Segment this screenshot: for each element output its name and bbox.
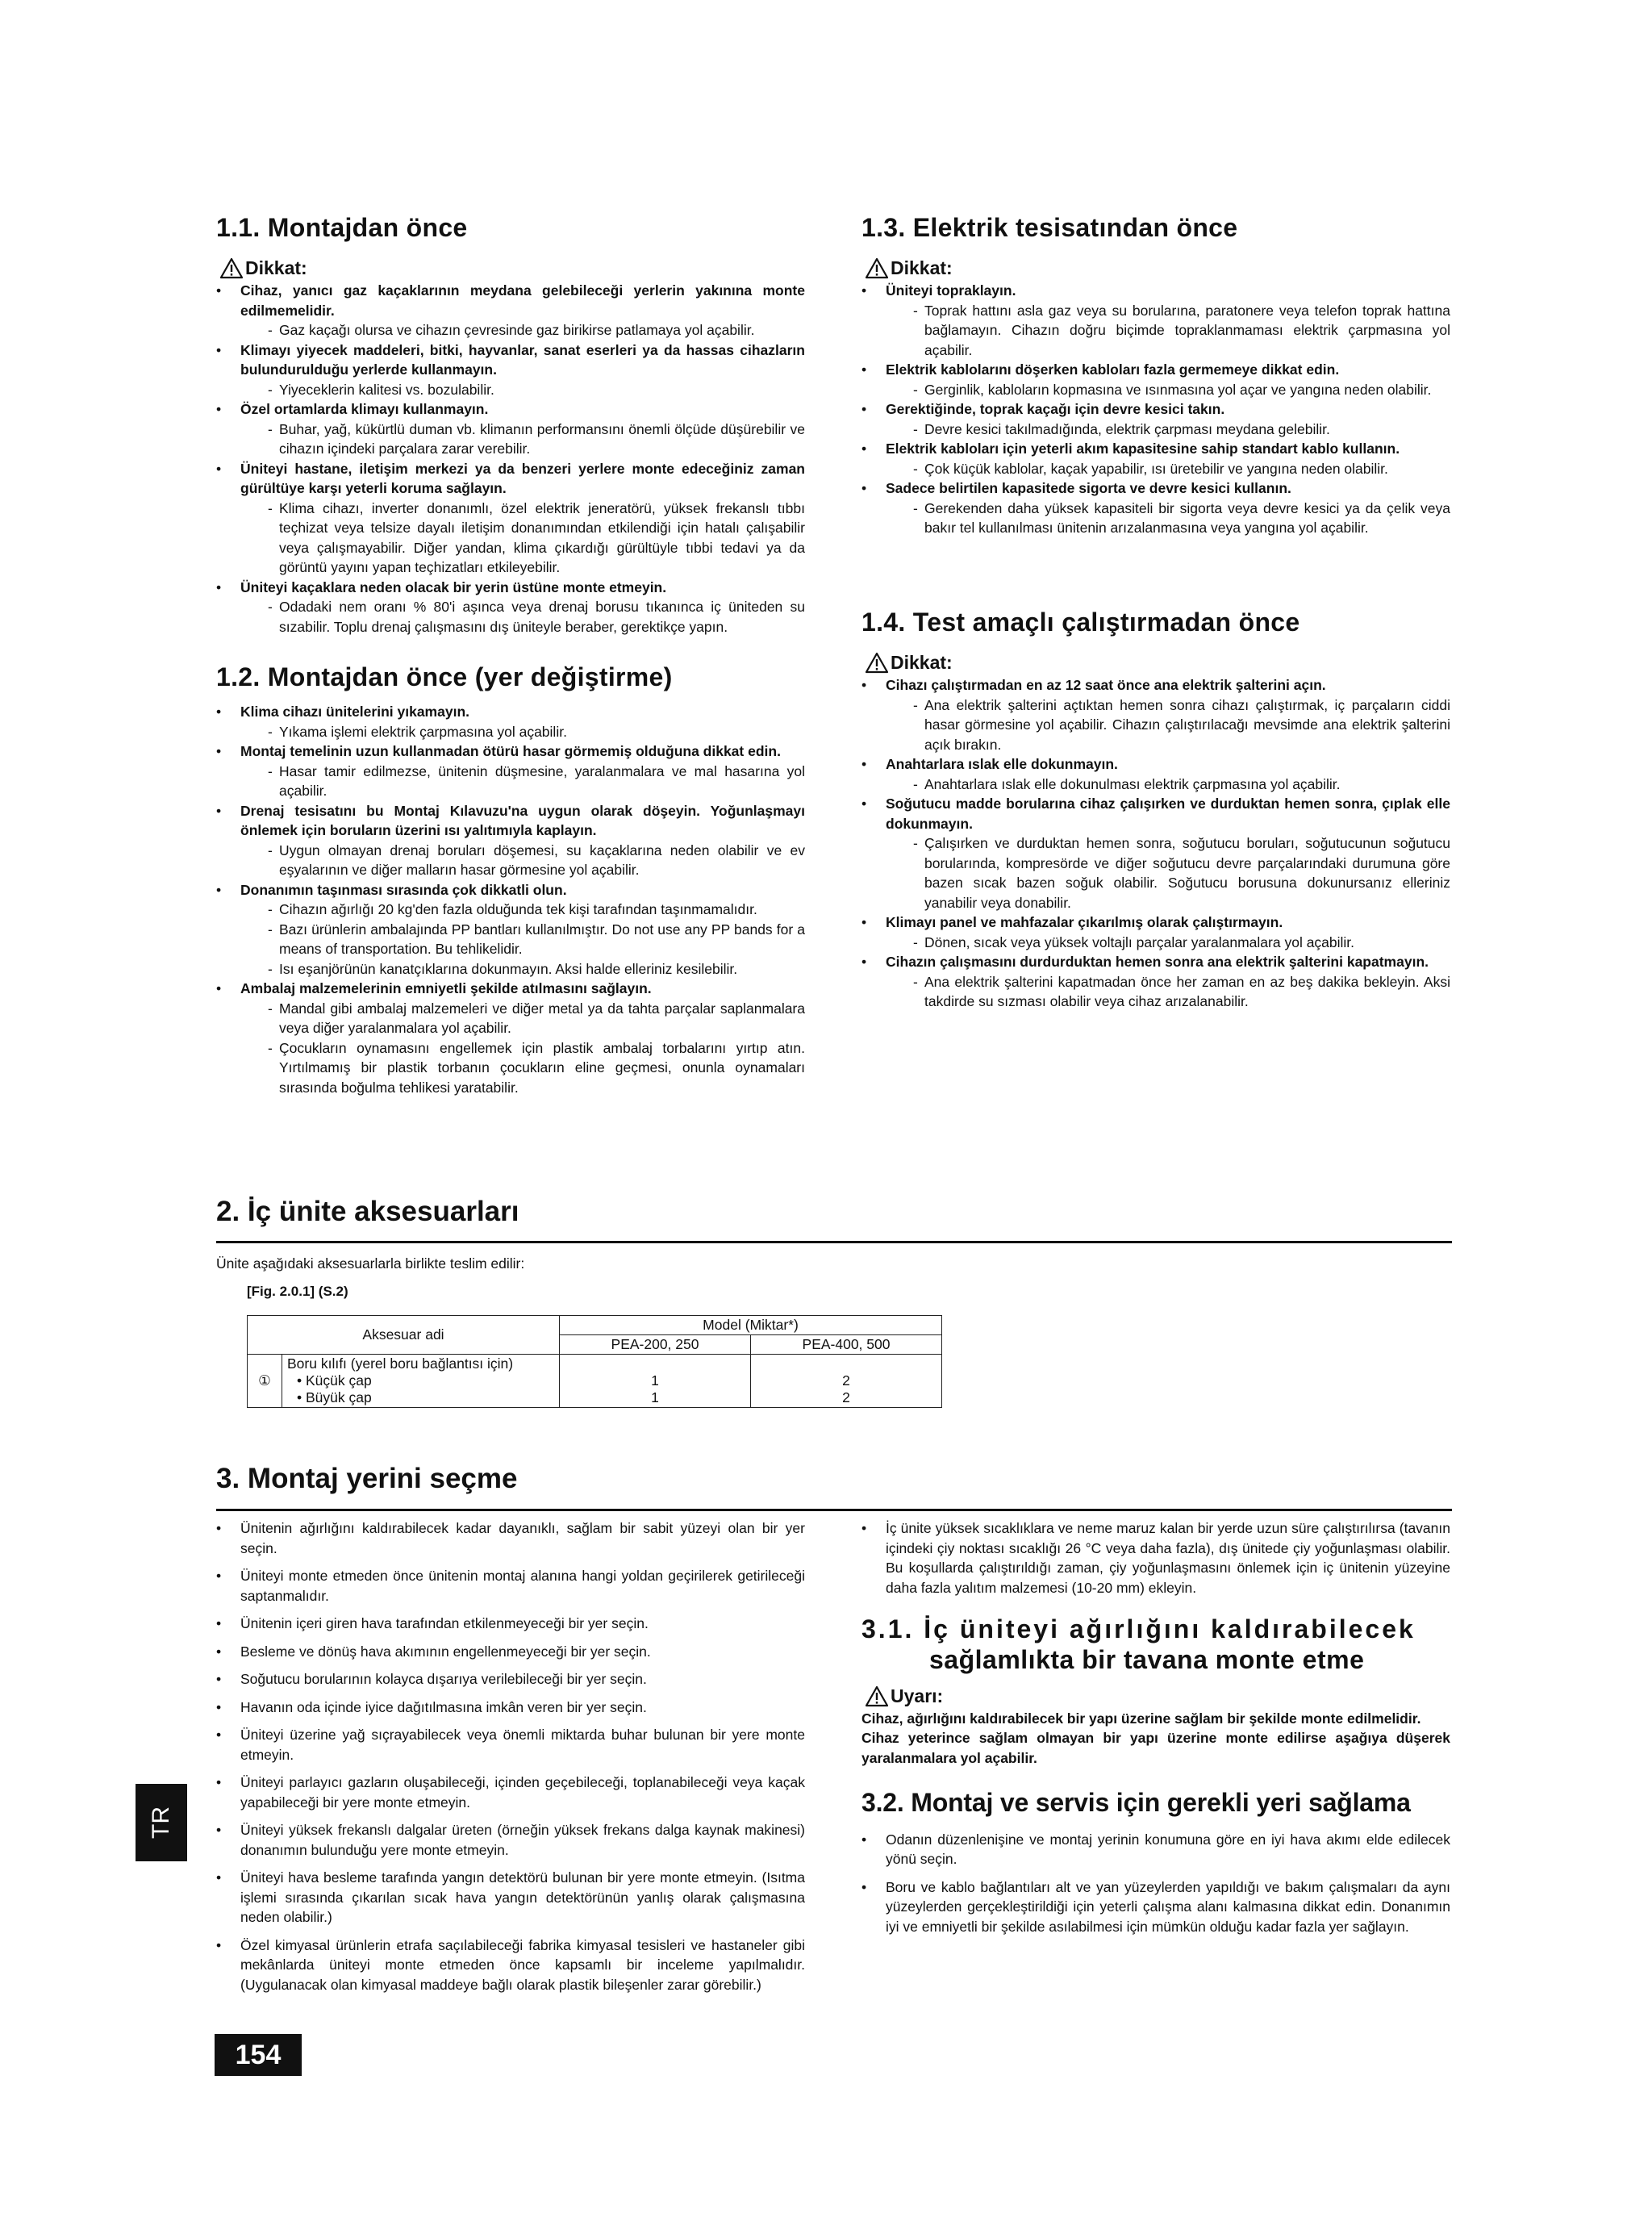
- qty-a1: 1: [651, 1372, 659, 1389]
- item-note: - Devre kesici takılmadığında, elektrik çarpması meydana gelebilir.: [886, 420, 1450, 440]
- item-text: • Ambalaj malzemelerinin emniyetli şekilde atılmasını sağlayın.: [240, 980, 652, 997]
- item-text: • Donanımın taşınması sırasında çok dikkatli olun.: [240, 881, 567, 898]
- list-item: • Üniteyi monte etmeden önce ünitenin montaj alanına hangi yoldan geçirilerek getirileceği saptanmalıdır.: [216, 1566, 805, 1606]
- list-item: [216, 399, 805, 459]
- item-note: - Ana elektrik şalterini açtıktan hemen sonra cihazı çalıştırmak, iç parçaların ciddi hasar görmesine yol açabilir. Cihazın çalıştırılacağı mevsimde ana elektrik şalterini açık bırakın.: [886, 695, 1450, 755]
- warning-text: Cihaz yeterince sağlam olmayan bir yapı üzerine monte edilirse aşağıya düşerek yaralanmalara yol açabilir.: [861, 1730, 1450, 1766]
- list-item: [861, 399, 1450, 439]
- section-1-1: [216, 212, 805, 637]
- item-note: - Buhar, yağ, kükürtlü duman vb. klimanın performansını önemli ölçüde düşürebilir ve cihazın içindeki parçalara zarar verebilir.: [240, 420, 805, 459]
- figure-reference: [Fig. 2.0.1] (S.2): [247, 1284, 348, 1299]
- list-item: [216, 340, 805, 400]
- item-note: - Ana elektrik şalterini kapatmadan önce her zaman en az beş dakika bekleyin. Aksi takdirde su sızması olabilir veya cihaz arızalanabilir.: [886, 972, 1450, 1012]
- item-note: - Uygun olmayan drenaj boruları döşemesi, su kaçaklarına neden olabilir ve ev eşyalarının ve diğer malların hasar görmesine yol açabilir.: [240, 841, 805, 880]
- section-title-line1: 3.1. İç üniteyi ağırlığını kaldırabilecek: [861, 1614, 1416, 1643]
- item-note: - Cihazın ağırlığı 20 kg'den fazla olduğunda tek kişi tarafından taşınmamalıdır.: [240, 900, 805, 920]
- list-item: • Boru ve kablo bağlantıları alt ve yan yüzeylerden yapıldığı ve bakım çalışmaları da aynı yüzeylerden gerçekleştirildiği için yeterli çalışma alanı kalmasına dikkat edin. Donanımın iyi ve emniyetli bir şekilde asılabilmesi için mümkün olduğu kadar fazla yer sağlayın.: [861, 1877, 1450, 1937]
- caution-label: Dikkat:: [891, 257, 953, 279]
- service-space-list: [861, 1830, 1450, 1937]
- item-note: - Hasar tamir edilmezse, ünitenin düşmesine, yaralanmalara ve mal hasarına yol açabilir.: [240, 762, 805, 801]
- col-header-accessory: Aksesuar adi: [248, 1316, 560, 1355]
- list-item: • Üniteyi yüksek frekanslı dalgalar üreten (örneğin yüksek frekans dalga kaynak makinesi) donanımın bulunduğu yere monte etmeyin.: [216, 1820, 805, 1860]
- caution-list: [216, 702, 805, 1097]
- list-item: [861, 952, 1450, 1012]
- section-2-title: 2. İç ünite aksesuarları: [216, 1196, 519, 1227]
- item-text: • Cihaz, yanıcı gaz kaçaklarının meydana gelebileceği yerlerin yakınına monte edilmemelidir.: [240, 282, 805, 319]
- model-b-values: [751, 1355, 942, 1408]
- list-item: [861, 675, 1450, 754]
- item-text: • Anahtarlara ıslak elle dokunmayın.: [886, 756, 1118, 773]
- item-note: - Gerekenden daha yüksek kapasiteli bir sigorta veya devre kesici ya da çelik veya bakır tel kullanılması ünitenin arızalanmasına veya yangına yol açabilir.: [886, 499, 1450, 538]
- col-header-model: Model (Miktar*): [560, 1316, 942, 1335]
- list-item: [216, 281, 805, 340]
- item-text: • Özel ortamlarda klimayı kullanmayın.: [240, 401, 489, 418]
- section-1-2: [216, 662, 805, 1097]
- page-number: 154: [215, 2034, 302, 2076]
- section-3-2: [861, 1787, 1450, 1936]
- list-item: [861, 754, 1450, 794]
- item-text: • Drenaj tesisatını bu Montaj Kılavuzu'na uygun olarak döşeyin. Yoğunlaşmayı önlemek için boruların üzerini ısı yalıtımıyla kaplayın.: [240, 802, 805, 839]
- section-3-1: [861, 1614, 1450, 1768]
- item-note: - Mandal gibi ambalaj malzemeleri ve diğer metal ya da tahta parçalar saplanmalara veya diğer yaralanmalara yol açabilir.: [240, 999, 805, 1038]
- list-item: [861, 281, 1450, 360]
- section-title: 1.2. Montajdan önce (yer değiştirme): [216, 662, 673, 691]
- section-title: 1.1. Montajdan önce: [216, 213, 468, 242]
- item-text: • Klima cihazı ünitelerini yıkamayın.: [240, 704, 469, 720]
- list-item: [861, 439, 1450, 478]
- list-item: • Üniteyi üzerine yağ sıçrayabilecek veya önemli miktarda buhar bulunan bir yere monte etmeyin.: [216, 1725, 805, 1765]
- row-sub-small: • Küçük çap: [297, 1372, 372, 1389]
- item-text: • Elektrik kablolarını döşerken kabloları fazla germemeye dikkat edin.: [886, 361, 1340, 378]
- warning-triangle-icon: [865, 257, 889, 279]
- section-2-intro: Ünite aşağıdaki aksesuarlarla birlikte teslim edilir:: [216, 1255, 525, 1272]
- site-selection-list: [861, 1518, 1450, 1597]
- list-item: • Besleme ve dönüş hava akımının engellenmeyeceği bir yer seçin.: [216, 1642, 805, 1662]
- section-title: [861, 1614, 1450, 1676]
- section-1-3: [861, 212, 1450, 538]
- caution-list: [861, 281, 1450, 538]
- item-note: - Yiyeceklerin kalitesi vs. bozulabilir.: [240, 380, 805, 400]
- accessory-table: [247, 1315, 942, 1408]
- item-note: - Isı eşanjörünün kanatçıklarına dokunmayın. Aksi halde elleriniz kesilebilir.: [240, 959, 805, 979]
- list-item: [861, 478, 1450, 538]
- item-text: • Klimayı yiyecek maddeleri, bitki, hayvanlar, sanat eserleri ya da hassas cihazların bulundurulduğu yerlerde kullanmayın.: [240, 341, 805, 378]
- caution-list: [216, 281, 805, 637]
- list-item: • Havanın oda içinde iyice dağıtılmasına imkân veren bir yer seçin.: [216, 1698, 805, 1718]
- col-header-model-b: PEA-400, 500: [751, 1335, 942, 1355]
- list-item: [861, 913, 1450, 952]
- item-note: - Klima cihazı, inverter donanımlı, özel elektrik jeneratörü, yüksek frekanslı tıbbı teçhizat veya telsize dayalı iletişim donanımından etkilendiği için hatalı çalışabilir veya çalışmayabilir. Diğer yandan, klima çıkardığı gürültüyle tıbbi tedavi ya da görüntü yayını yapan teçhizatları etkileyebilir.: [240, 499, 805, 578]
- item-text: • Klimayı panel ve mahfazalar çıkarılmış olarak çalıştırmayın.: [886, 914, 1283, 931]
- warning-text: Cihaz, ağırlığını kaldırabilecek bir yapı üzerine sağlam bir şekilde monte edilmelidir.: [861, 1710, 1421, 1727]
- caution-heading: [865, 652, 1450, 674]
- col-header-model-a: PEA-200, 250: [560, 1335, 751, 1355]
- qty-a2: 1: [651, 1389, 659, 1405]
- list-item: [861, 360, 1450, 399]
- item-text: • Sadece belirtilen kapasitede sigorta ve devre kesici kullanın.: [886, 480, 1291, 497]
- warning-triangle-icon: [865, 652, 889, 674]
- site-selection-list: [216, 1518, 805, 1994]
- row-name: [282, 1355, 560, 1408]
- caution-heading: [865, 257, 1450, 279]
- item-note: - Dönen, sıcak veya yüksek voltajlı parçalar yaralanmalara yol açabilir.: [886, 933, 1450, 953]
- item-note: - Toprak hattını asla gaz veya su borularına, paratonere veya telefon toprak hattına bağlamayın. Cihazın doğru biçimde topraklanmaması elektrik çarpmasına yol açabilir.: [886, 301, 1450, 361]
- model-a-values: [560, 1355, 751, 1408]
- item-note: - Anahtarlara ıslak elle dokunulması elektrik çarpmasına yol açabilir.: [886, 775, 1450, 795]
- warning-heading: [865, 1685, 1450, 1707]
- item-text: • Üniteyi kaçaklara neden olacak bir yerin üstüne monte etmeyin.: [240, 578, 667, 595]
- section-divider: [216, 1509, 1452, 1511]
- item-text: • Cihazın çalışmasını durdurduktan hemen sonra ana elektrik şalterini kapatmayın.: [886, 954, 1429, 971]
- warning-triangle-icon: [865, 1685, 889, 1707]
- section-divider: [216, 1241, 1452, 1243]
- section-title-line2: sağlamlıkta bir tavana monte etme: [929, 1645, 1365, 1675]
- section-3-title: 3. Montaj yerini seçme: [216, 1463, 518, 1494]
- warning-triangle-icon: [219, 257, 244, 279]
- caution-heading: [219, 257, 805, 279]
- item-note: - Gaz kaçağı olursa ve cihazın çevresinde gaz birikirse patlamaya yol açabilir.: [240, 320, 805, 340]
- list-item: • Üniteyi parlayıcı gazların oluşabileceği, içinden geçebileceği, toplanabileceği veya kaçak yapabileceği bir yere monte etmeyin.: [216, 1773, 805, 1812]
- section-title: 3.2. Montaj ve servis için gerekli yeri sağlama: [861, 1788, 1411, 1818]
- item-text: • Soğutucu madde borularına cihaz çalışırken ve durduktan hemen sonra, çıplak elle dokunmayın.: [886, 796, 1450, 832]
- item-note: - Çok küçük kablolar, kaçak yapabilir, ısı üretebilir ve yangına neden olabilir.: [886, 459, 1450, 479]
- warning-label: Uyarı:: [891, 1685, 944, 1706]
- list-item: • İç ünite yüksek sıcaklıklara ve neme maruz kalan bir yerde uzun süre çalıştırılırsa (tavanın içindeki çiy noktası sıcaklığı 26 °C veya daha fazla), dış ünitede çiy yoğunlaşması olabilir. Bu koşullarda çalıştırıldığı zaman, çiy yoğunlaşmasını önlemek için iç ünitenin yüzeyine daha fazla yalıtım malzemesi (10-20 mm) ekleyin.: [861, 1518, 1450, 1597]
- list-item: • Ünitenin içeri giren hava tarafından etkilenmeyeceği bir yer seçin.: [216, 1614, 805, 1634]
- list-item: [216, 801, 805, 880]
- list-item: [216, 459, 805, 578]
- list-item: [216, 578, 805, 637]
- item-text: • Montaj temelinin uzun kullanmadan ötürü hasar görmemiş olduğuna dikkat edin.: [240, 743, 781, 760]
- caution-label: Dikkat:: [245, 257, 307, 279]
- list-item: [216, 702, 805, 741]
- list-item: • Özel kimyasal ürünlerin etrafa saçılabileceği fabrika kimyasal tesisleri ve hastaneler gibi mekânlarda üniteyi monte etmeden önce kapsamlı bir inceleme yapılmalıdır. (Uygulanacak olan kimyasal maddeye bağlı olarak plastik bileşenler zarar görebilir.): [216, 1936, 805, 1995]
- item-text: • Üniteyi topraklayın.: [886, 282, 1016, 299]
- caution-label: Dikkat:: [891, 652, 953, 674]
- item-note: - Bazı ürünlerin ambalajında PP bantları kullanılmıştır. Do not use any PP bands for a means of transportation. Bu tehlikelidir.: [240, 920, 805, 959]
- item-note: - Çocukların oynamasını engellemek için plastik ambalaj torbalarını yırtıp atın. Yırtılmamış bir plastik torbanın çocukların eline geçmesi, onunla oynamaları sırasında boğulma tehlikesi yaratabilir.: [240, 1038, 805, 1098]
- list-item: [216, 741, 805, 801]
- section-3-left: [216, 1518, 805, 2003]
- item-note: - Çalışırken ve durduktan hemen sonra, soğutucu boruları, soğutucunun soğutucu borularında, kompresörde ve diğer soğutucu devre parçalarındaki durumuna göre bazen sıcak bazen soğuk olabilir. Soğutucu borusuna dokunursanız elleriniz yanabilir veya donabilir.: [886, 833, 1450, 913]
- language-tab: [136, 1784, 187, 1861]
- row-number: ①: [248, 1355, 282, 1408]
- section-3-right: [861, 1518, 1450, 1944]
- qty-b1: 2: [842, 1372, 850, 1389]
- item-text: • Üniteyi hastane, iletişim merkezi ya da benzeri yerlere monte edeceğiniz zaman gürültüye karşı yeterli koruma sağlayın.: [240, 460, 805, 497]
- row-name-main: Boru kılıfı (yerel boru bağlantısı için): [287, 1355, 514, 1372]
- item-note: - Yıkama işlemi elektrik çarpmasına yol açabilir.: [240, 722, 805, 742]
- section-title: 1.3. Elektrik tesisatından önce: [861, 213, 1238, 242]
- section-title: 1.4. Test amaçlı çalıştırmadan önce: [861, 608, 1300, 637]
- item-text: • Cihazı çalıştırmadan en az 12 saat önce ana elektrik şalterini açın.: [886, 677, 1326, 694]
- row-sub-large: • Büyük çap: [297, 1389, 372, 1405]
- list-item: [216, 979, 805, 1097]
- list-item: • Üniteyi hava besleme tarafında yangın detektörü bulunan bir yere monte etmeyin. (Isıtma işlemi sırasında çıkarılan sıcak hava yangın detektörünün yanlış olarak çalışmasına neden olabilir.): [216, 1868, 805, 1927]
- caution-list: [861, 675, 1450, 1012]
- table-row: [248, 1355, 942, 1408]
- qty-b2: 2: [842, 1389, 850, 1405]
- item-text: • Gerektiğinde, toprak kaçağı için devre kesici takın.: [886, 401, 1225, 418]
- list-item: [861, 794, 1450, 913]
- item-text: • Elektrik kabloları için yeterli akım kapasitesine sahip standart kablo kullanın.: [886, 441, 1400, 457]
- section-1-4: [861, 607, 1450, 1012]
- list-item: • Odanın düzenlenişine ve montaj yerinin konumuna göre en iyi hava akımı elde edilecek yönü seçin.: [861, 1830, 1450, 1869]
- list-item: • Ünitenin ağırlığını kaldırabilecek kadar dayanıklı, sağlam bir sabit yüzeyi olan bir yer seçin.: [216, 1518, 805, 1558]
- item-note: - Gerginlik, kabloların kopmasına ve ısınmasına yol açar ve yangına neden olabilir.: [886, 380, 1450, 400]
- item-note: - Odadaki nem oranı % 80'i aşınca veya drenaj borusu tıkanınca iç üniteden su sızabilir. Toplu drenaj çalışmasını dış üniteyle beraber, gerektikçe yapın.: [240, 597, 805, 637]
- list-item: [216, 880, 805, 979]
- list-item: • Soğutucu borularının kolayca dışarıya verilebileceği bir yer seçin.: [216, 1669, 805, 1689]
- language-tab-label: TR: [148, 1806, 174, 1839]
